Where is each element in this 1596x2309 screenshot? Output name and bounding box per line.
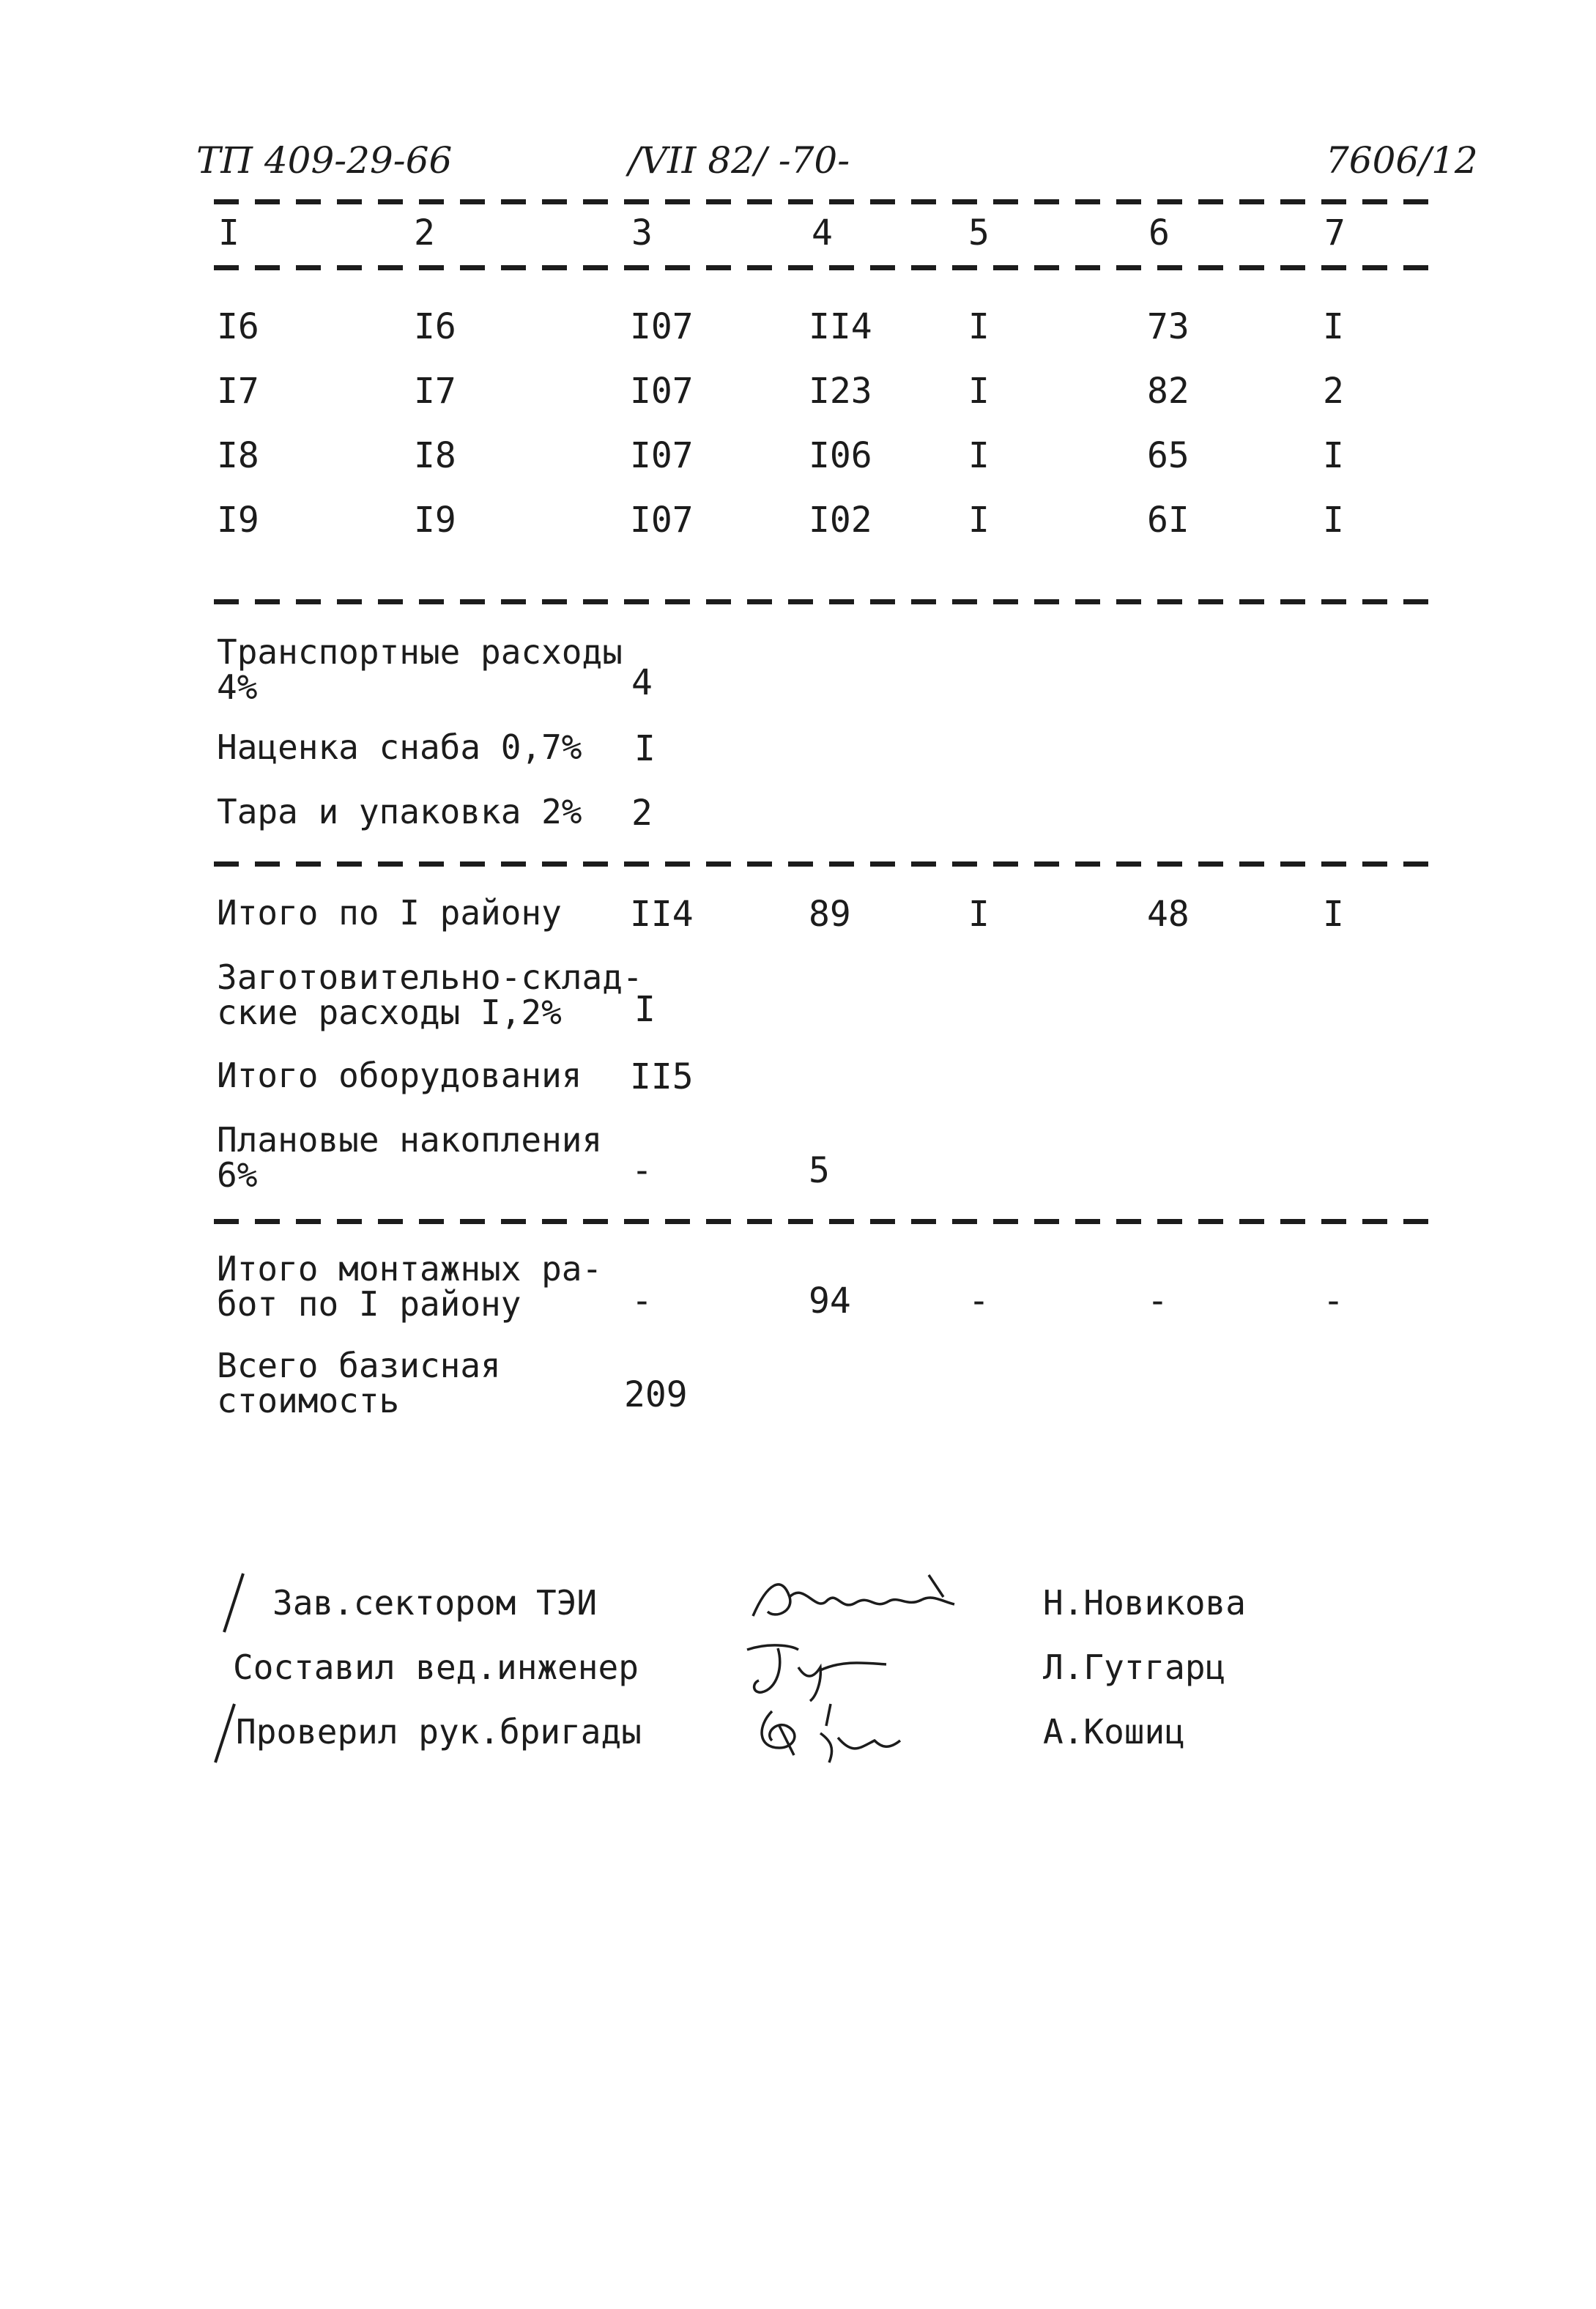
total-value: 89 (809, 894, 851, 935)
table-cell: 73 (1147, 306, 1189, 347)
total-label-line: 6% (217, 1155, 258, 1195)
table-cell: 6I (1147, 500, 1189, 541)
column-header-1: I (218, 212, 240, 253)
signature-role: Зав.сектором ТЭИ (272, 1583, 598, 1623)
total-value: 5 (809, 1150, 830, 1191)
charge-label: Тара и упаковка 2% (217, 792, 582, 831)
signature-role: Проверил рук.бригады (236, 1712, 642, 1752)
handwritten-signature-2 (740, 1638, 901, 1704)
column-header-6: 6 (1148, 212, 1170, 253)
total-value: I (634, 989, 656, 1030)
charge-label (217, 634, 623, 705)
table-cell: 82 (1147, 371, 1189, 412)
column-header-5: 5 (968, 212, 990, 253)
charge-label-line: Транспортные расходы (217, 632, 623, 672)
final-value: - (968, 1280, 990, 1322)
total-value: II5 (630, 1056, 694, 1097)
total-label: Итого по I району (217, 893, 562, 933)
charge-label: Наценка снаба 0,7% (217, 727, 582, 767)
table-cell: I8 (217, 435, 259, 476)
final-value: 209 (624, 1374, 688, 1415)
column-header-4: 4 (812, 212, 833, 253)
column-header-7: 7 (1324, 212, 1346, 253)
final-label-line: Всего базисная (217, 1346, 501, 1385)
table-cell: I07 (630, 371, 694, 412)
signature-name: Л.Гутгарц (1043, 1648, 1226, 1687)
table-cell: I23 (809, 371, 872, 412)
final-value: - (1323, 1280, 1344, 1322)
signature-name: А.Кошиц (1043, 1712, 1185, 1752)
charge-value: 2 (631, 793, 653, 834)
table-cell: II4 (809, 306, 872, 347)
table-cell: I (968, 306, 990, 347)
final-label-line: бот по I району (217, 1284, 522, 1324)
table-cell: I07 (630, 500, 694, 541)
table-cell: I9 (217, 500, 259, 541)
charge-label-line: 4% (217, 667, 258, 707)
total-value: II4 (630, 894, 694, 935)
margin-slash-mark (214, 1571, 258, 1637)
final-label-line: стоимость (217, 1381, 400, 1420)
total-value: I (968, 894, 990, 935)
table-cell: 2 (1323, 371, 1344, 412)
table-cell: I (1323, 500, 1344, 541)
total-label (217, 957, 643, 1032)
table-cell: I (968, 371, 990, 412)
charge-value: 4 (631, 662, 653, 703)
table-cell: I7 (217, 371, 259, 412)
total-label-line: Плановые накопления (217, 1120, 603, 1160)
final-label-line: Итого монтажных ра- (217, 1249, 603, 1289)
table-cell: I (968, 500, 990, 541)
total-label (217, 1122, 602, 1193)
total-label: Итого оборудования (217, 1056, 582, 1095)
table-cell: I6 (217, 306, 259, 347)
total-value: 48 (1147, 894, 1189, 935)
final-value: - (631, 1280, 653, 1322)
table-cell: I02 (809, 500, 872, 541)
total-label-line: Заготовительно-склад- (217, 957, 643, 997)
handwritten-signature-3 (750, 1697, 911, 1770)
charge-value: I (634, 728, 656, 769)
table-cell: I06 (809, 435, 872, 476)
total-value: I (1323, 894, 1344, 935)
total-label-line: ские расходы I,2% (217, 993, 562, 1032)
document-code: ТП 409-29-66 (196, 139, 453, 182)
handwritten-signature-1 (746, 1568, 965, 1634)
table-cell: 65 (1147, 435, 1189, 476)
table-cell: I (1323, 435, 1344, 476)
sheet-number: 7606/12 (1326, 139, 1478, 182)
column-header-3: 3 (631, 212, 653, 253)
section-number: /VII 82/ -70- (628, 139, 850, 182)
table-cell: I (1323, 306, 1344, 347)
divider-charges (214, 861, 1428, 867)
table-cell: I6 (414, 306, 456, 347)
final-value: 94 (809, 1280, 851, 1322)
divider-rows (214, 599, 1428, 604)
divider-totals (214, 1219, 1428, 1224)
table-cell: I7 (414, 371, 456, 412)
final-value: - (1147, 1280, 1168, 1322)
signature-name: Н.Новикова (1043, 1583, 1246, 1623)
divider-top (214, 199, 1428, 204)
table-cell: I8 (414, 435, 456, 476)
table-cell: I9 (414, 500, 456, 541)
table-cell: I07 (630, 435, 694, 476)
divider-header (214, 265, 1428, 270)
final-label (217, 1348, 501, 1418)
column-header-2: 2 (414, 212, 435, 253)
final-label (217, 1251, 602, 1322)
table-cell: I07 (630, 306, 694, 347)
table-cell: I (968, 435, 990, 476)
total-value: - (631, 1150, 653, 1191)
signature-role: Составил вед.инженер (233, 1648, 639, 1687)
